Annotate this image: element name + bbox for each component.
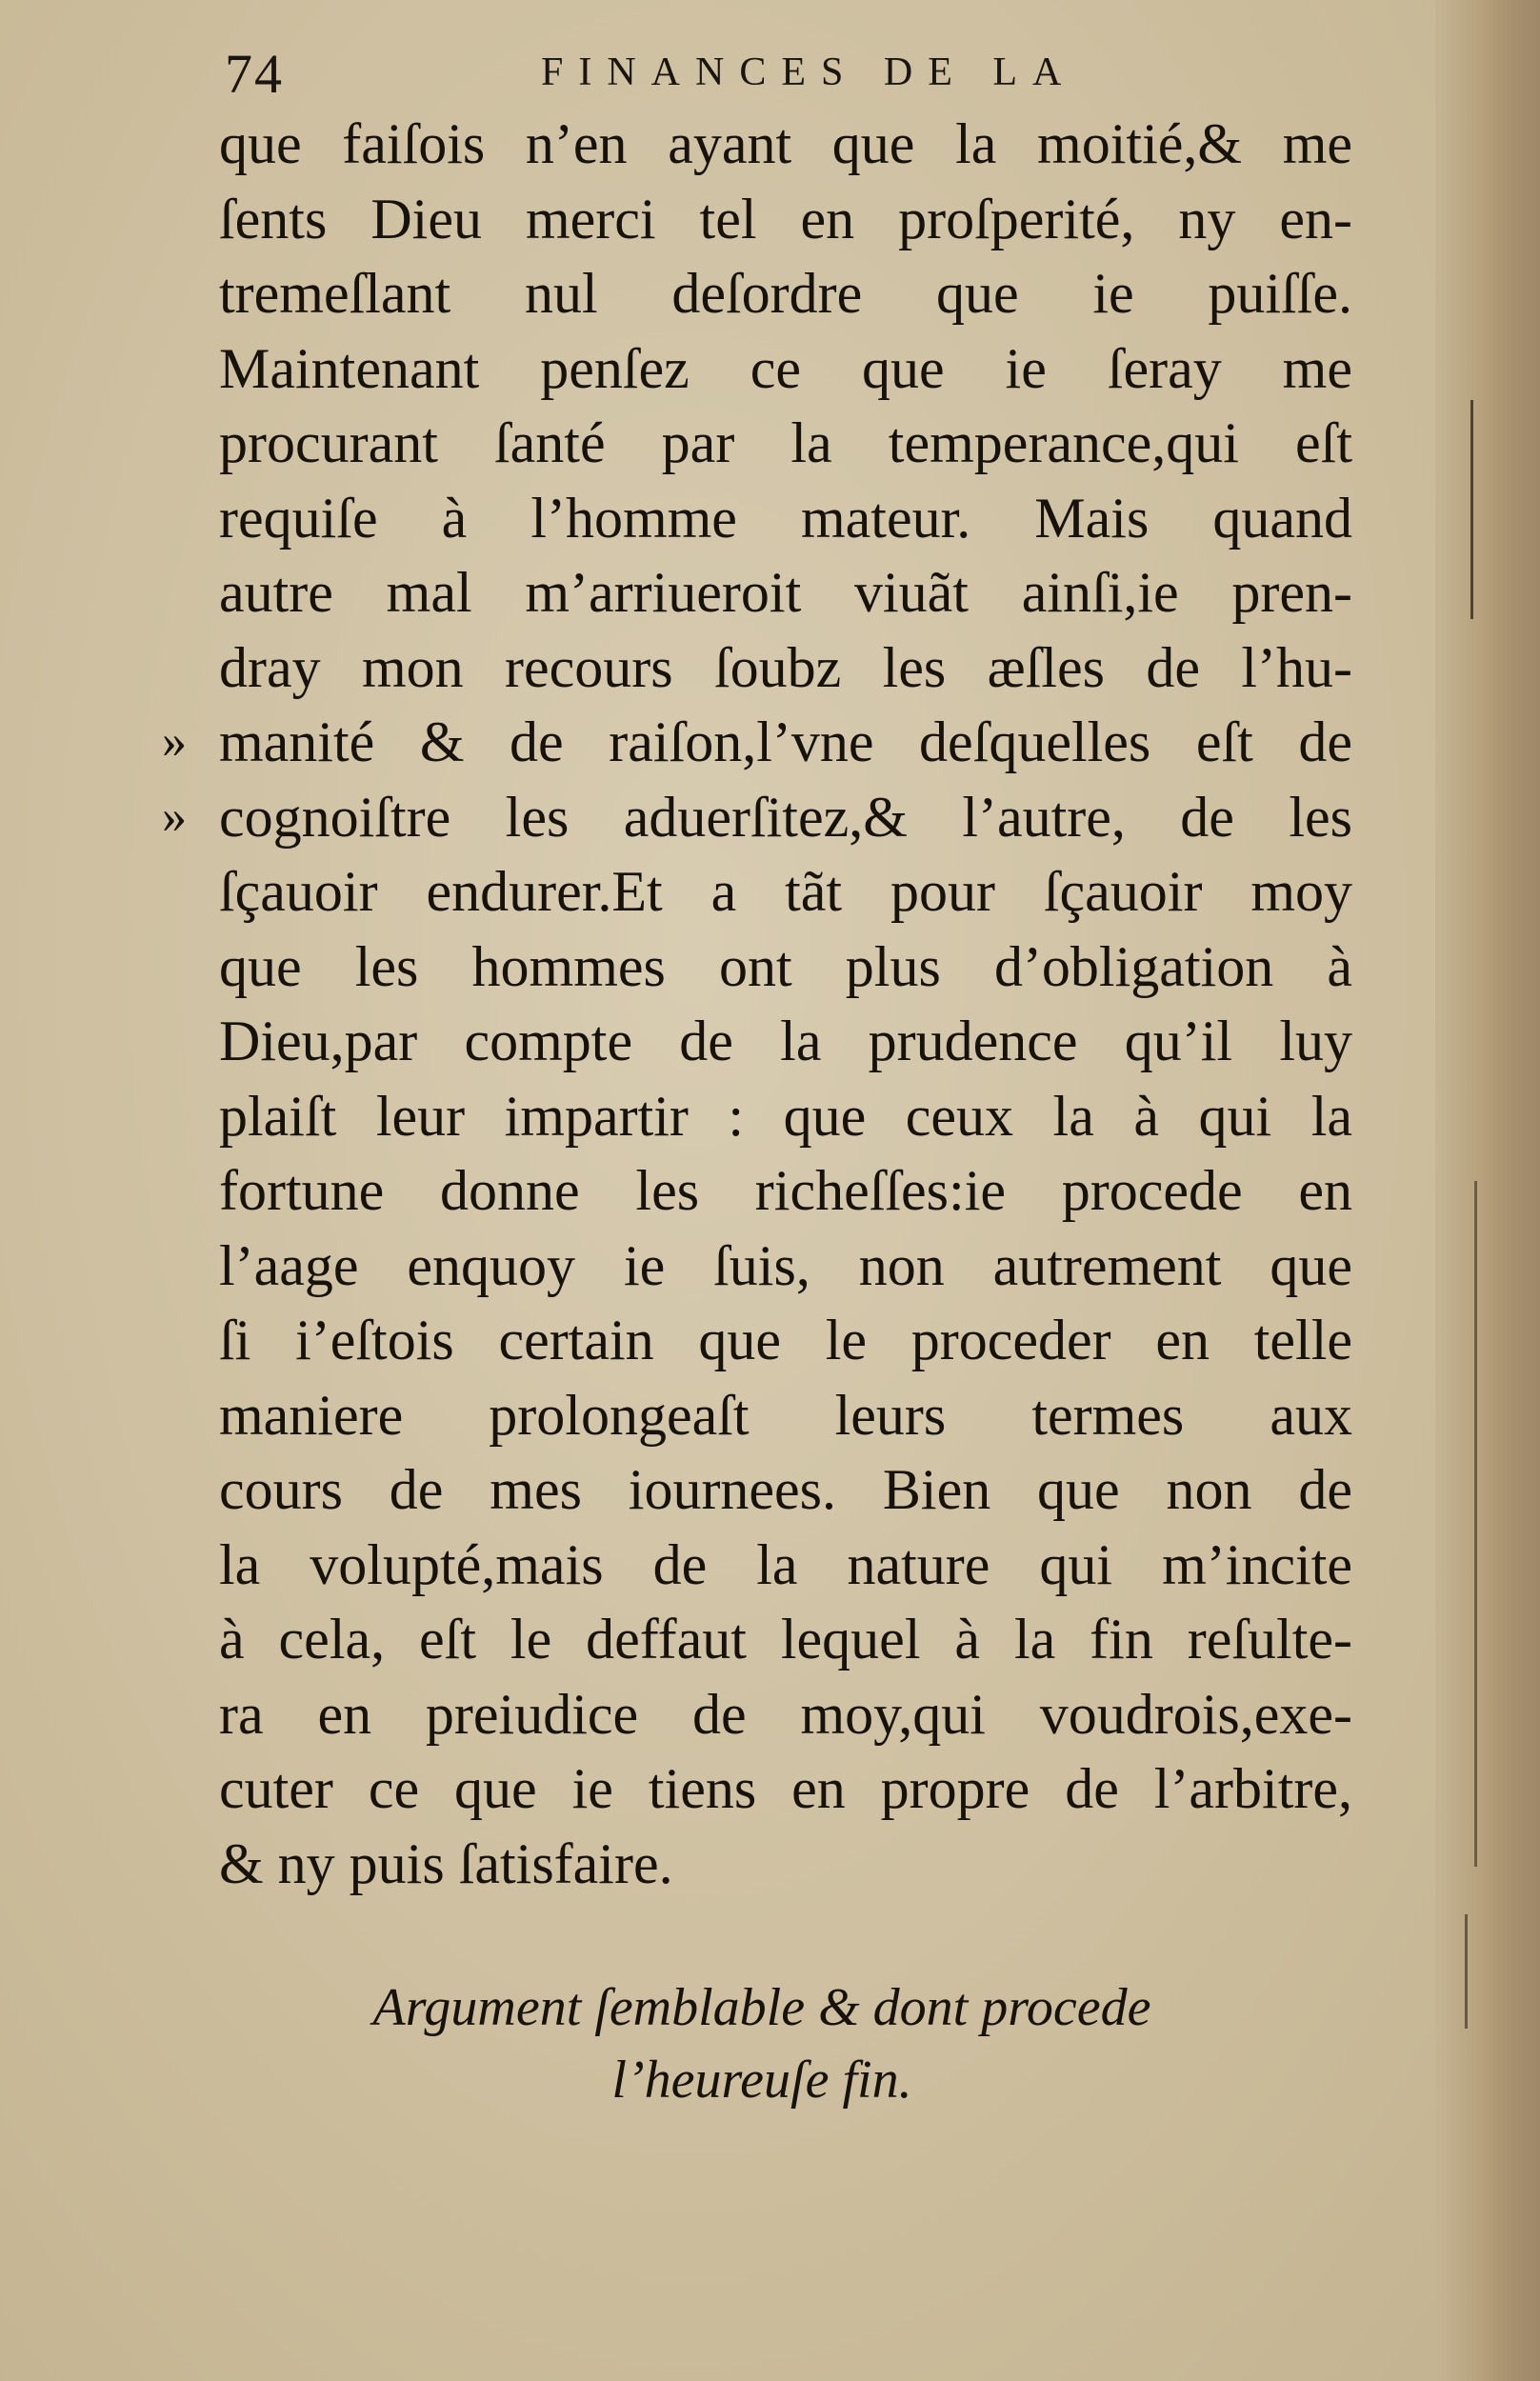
text-line-content: manité & de raiſon,l’vne deſquelles eſt de [219, 710, 1352, 773]
text-line [219, 1677, 1352, 1752]
section-heading-line: l’heureuſe fin. [611, 2051, 912, 2110]
text-line [219, 182, 1352, 257]
text-line-content: Maintenant penſez ce que ie ſeray me [219, 336, 1352, 400]
text-line [219, 406, 1352, 481]
text-line [219, 854, 1352, 930]
text-line [219, 930, 1352, 1005]
text-line-content: ſents Dieu merci tel en proſperité, ny en- [219, 187, 1352, 250]
text-line-content: dray mon recours ſoubz les æſles de l’hu- [219, 635, 1352, 699]
page-edge-mark [1474, 1181, 1477, 1867]
text-line [219, 1528, 1352, 1603]
section-heading [286, 1971, 1238, 2116]
text-line [219, 555, 1352, 630]
running-head: FINANCES DE LA [541, 50, 1077, 94]
section-heading-line: Argument ſemblable & dont procede [372, 1978, 1151, 2037]
text-line-content: à cela, eſt le deffaut lequel à la fin reſulte- [219, 1608, 1352, 1671]
text-line [219, 1153, 1352, 1229]
text-line [219, 1004, 1352, 1079]
text-line-content: plaiſt leur impartir : que ceux la à qui la [219, 1084, 1352, 1148]
page-number: 74 [225, 43, 284, 105]
text-line [219, 1827, 1352, 1902]
text-line-content: que les hommes ont plus d’obligation à [219, 934, 1352, 998]
text-line-content: requiſe à l’homme mateur. Mais quand [219, 486, 1352, 550]
text-line-content: ſi i’eſtois certain que le proceder en telle [219, 1309, 1352, 1371]
text-line [219, 1452, 1352, 1528]
text-line-content: ra en preiudice de moy,qui voudrois,exe- [219, 1682, 1352, 1746]
text-line-content: cours de mes iournees. Bien que non de [219, 1458, 1352, 1521]
text-line [219, 481, 1352, 556]
page-gutter [1435, 0, 1540, 2381]
text-line-content: autre mal m’arriueroit viuãt ainſi,ie pren- [219, 561, 1352, 624]
page-edge-mark [1470, 400, 1473, 619]
text-line-content: l’aage enquoy ie ſuis, non autrement que [219, 1233, 1352, 1297]
text-line [219, 256, 1352, 331]
text-line [219, 1751, 1352, 1827]
text-line-content: cognoiſtre les aduerſitez,& l’autre, de les [219, 785, 1352, 849]
page-edge-mark [1465, 1914, 1468, 2029]
text-line [219, 630, 1352, 706]
text-line [219, 1079, 1352, 1154]
text-line-content: & ny puis ſatisfaire. [219, 1831, 673, 1895]
text-line [162, 780, 1352, 855]
text-line-content: cuter ce que ie tiens en propre de l’arbitre, [219, 1757, 1352, 1820]
text-line-content: tremeſlant nul deſordre que ie puiſſe. [219, 262, 1352, 325]
text-line [219, 331, 1352, 407]
text-line-content: procurant ſanté par la temperance,qui eſt [219, 411, 1352, 474]
text-line [219, 1229, 1352, 1304]
text-line [162, 705, 1352, 780]
marginal-quote-mark: » [162, 714, 187, 769]
text-line [219, 1378, 1352, 1453]
text-line [219, 107, 1352, 182]
text-line-content: que faiſois n’en ayant que la moitié,& me [219, 112, 1352, 175]
text-line-content: la volupté,mais de la nature qui m’incite [219, 1532, 1352, 1596]
page-header [225, 42, 1377, 109]
text-line-content: fortune donne les richeſſes:ie procede en [219, 1159, 1352, 1222]
text-line [219, 1602, 1352, 1677]
marginal-quote-mark: » [162, 789, 187, 844]
body-text [162, 107, 1352, 1901]
text-line-content: Dieu,par compte de la prudence qu’il luy [219, 1010, 1352, 1072]
text-line [219, 1303, 1352, 1378]
text-line-content: ſçauoir endurer.Et a tãt pour ſçauoir moy [219, 860, 1352, 923]
text-line-content: maniere prolongeaſt leurs termes aux [219, 1383, 1352, 1447]
